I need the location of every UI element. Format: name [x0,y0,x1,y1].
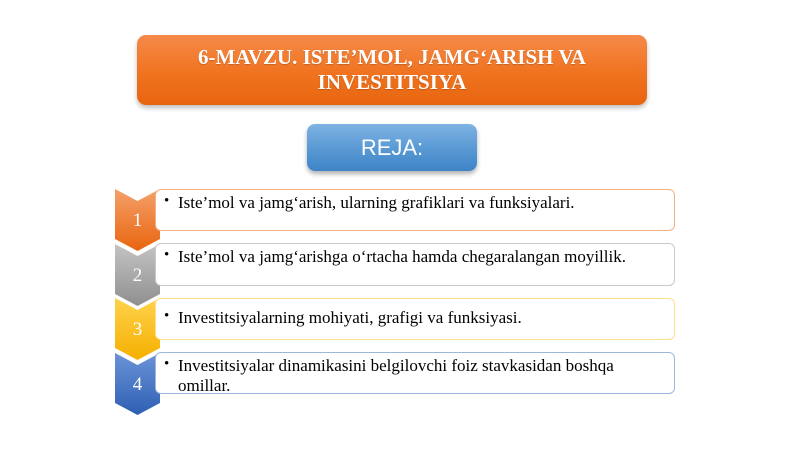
bullet-icon: • [164,308,170,324]
bullet-icon: • [164,247,170,263]
list-item-2 [155,243,675,286]
title-box [137,35,647,105]
list-item-text: Investitsiyalarning mohiyati, grafigi va funksiyasi. [178,308,522,327]
bullet-icon: • [164,356,170,372]
chevron-number-2: 2 [132,265,143,286]
reja-box [307,124,477,171]
list-item-text: Iste’mol va jamg‘arishga o‘rtacha hamda chegaralangan moyillik. [178,247,626,266]
slide-title: 6-MAVZU. ISTE’MOL, JAMG‘ARISH VA INVESTITSIYA [198,45,586,94]
chevron-number-1: 1 [132,210,143,231]
chevron-number-4: 4 [132,374,143,395]
reja-label: REJA: [360,134,424,160]
list-item-4 [155,352,675,394]
list-item-text: Investitsiyalar dinamikasini belgilovchi foiz stavkasidan boshqa omillar. [178,356,614,395]
list-item-1 [155,189,675,231]
chevron-number-3: 3 [132,319,143,340]
list-item-text: Iste’mol va jamg‘arish, ularning grafiklari va funksiyalari. [178,193,575,212]
bullet-icon: • [164,193,170,209]
list-item-3 [155,298,675,340]
